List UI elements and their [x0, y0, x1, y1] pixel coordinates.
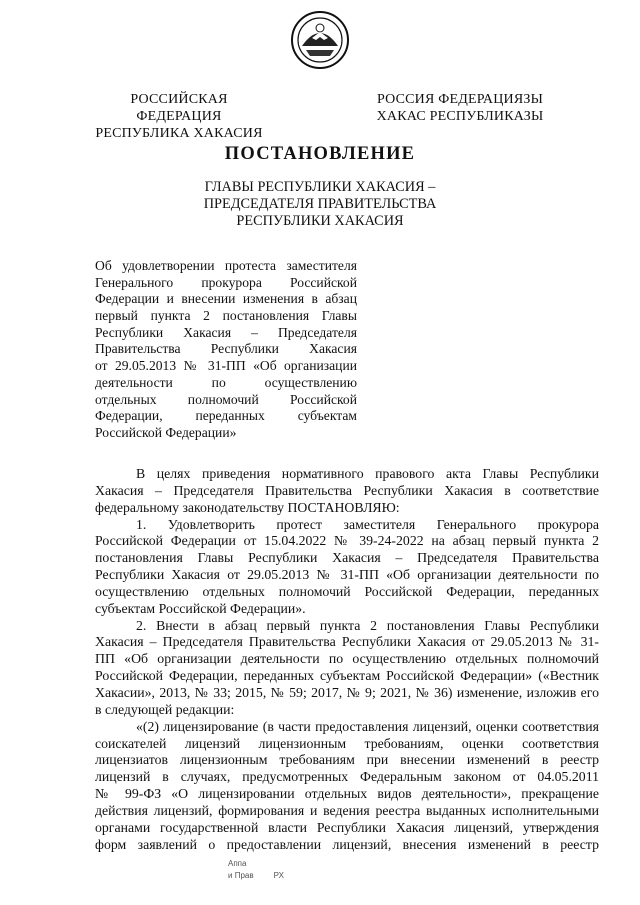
header-left-line-1: РОССИЙСКАЯ ФЕДЕРАЦИЯ	[130, 92, 228, 124]
subtitle-line-1: ГЛАВЫ РЕСПУБЛИКИ ХАКАСИЯ –	[204, 179, 436, 195]
body-line: Российской Федерации, переданных субъектам Российской Федерации» («Вестник	[95, 668, 599, 684]
subject-line: первый пункта 2 постановления Главы	[95, 308, 357, 324]
body-line: в следующей редакции:	[95, 701, 235, 717]
stamp-line-2b: РХ	[273, 871, 284, 880]
body-line: Хакасия – Председателя Правительства Республики Хакасия в соответствие	[95, 482, 599, 498]
body-line: субъектам Российской Федерации».	[95, 600, 306, 616]
subtitle-line-3: РЕСПУБЛИКИ ХАКАСИЯ	[236, 213, 404, 229]
body-line: лицензий в случаях, предусмотренных Федеральным законом от 04.05.2011	[95, 769, 599, 785]
stamp-line-2a: и Прав	[228, 871, 254, 880]
body-line: постановления Главы Республики Хакасия – Председателя Правительства	[95, 550, 599, 566]
header-right-block	[370, 91, 550, 125]
body-line: «(2) лицензирование (в части предоставления лицензий, оценки соответствия	[136, 718, 599, 734]
body-line: № 99-ФЗ «О лицензировании отдельных видов деятельности», прекращение	[95, 786, 599, 802]
header-right-line-2: ХАКАС РЕСПУБЛИКАЗЫ	[376, 109, 544, 124]
subject-line: деятельности по осуществлению	[95, 374, 357, 390]
subject-line: Российской Федерации»	[95, 424, 237, 440]
body-line: форм заявлений о предоставлении лицензий, внесения изменений в реестр	[95, 836, 599, 852]
subject-heading	[95, 258, 357, 442]
body-line: ПП «Об организации деятельности по осуществлению отдельных полномочий	[95, 651, 599, 667]
subject-line: Федерации и внесении изменения в абзац	[95, 291, 357, 307]
body-line: действия лицензий, формирования и ведения реестра выданных исполнительными	[95, 802, 599, 818]
body-line: В целях приведения нормативного правового акта Главы Республики	[136, 466, 599, 481]
subject-line: Правительства Республики Хакасия	[95, 341, 357, 357]
subject-line: Генерального прокурора Российской	[95, 274, 357, 290]
office-stamp	[228, 858, 284, 882]
subject-line: отдельных полномочий Российской	[95, 391, 357, 407]
body-line: соискателей лицензий лицензионным требованиям, оценки соответствия	[95, 735, 599, 751]
subject-line: Республики Хакасия – Председателя	[95, 324, 357, 340]
body-line: Хакасии», 2013, № 33; 2015, № 59; 2017, № 9; 2021, № 36) изменение, изложив его	[95, 684, 599, 700]
subject-line: от 29.05.2013 № 31-ПП «Об организации	[95, 358, 357, 374]
subject-line: Федерации, переданных субъектам	[95, 408, 357, 424]
body-line: органами государственной власти Республики Хакасия лицензий, утверждения	[95, 819, 599, 835]
stamp-line-1: Аппа	[228, 859, 247, 868]
body-line: Республики Хакасия от 29.05.2013 № 31-ПП «Об организации деятельности по	[95, 567, 599, 583]
header-left-block	[88, 91, 270, 142]
body-line: Хакасия – Председателя Правительства Республики Хакасия от 29.05.2013 № 31-	[95, 634, 599, 650]
document-title: ПОСТАНОВЛЕНИЕ	[224, 144, 416, 164]
subtitle-line-2: ПРЕДСЕДАТЕЛЯ ПРАВИТЕЛЬСТВА	[203, 196, 437, 212]
coat-of-arms-emblem	[290, 10, 350, 70]
subject-line: Об удовлетворении протеста заместителя	[95, 258, 357, 273]
body-line: 1. Удовлетворить протест заместителя Генерального прокурора	[136, 516, 599, 532]
body-line: осуществлению отдельных полномочий Российской Федерации, переданных	[95, 583, 599, 599]
body-line: федеральному законодательству ПОСТАНОВЛЯЮ:	[95, 499, 400, 515]
body-line: лицензиатов лицензионным требованиям при внесении изменений в реестр	[95, 752, 599, 768]
body-line: Российской Федерации от 15.04.2022 № 39-24-2022 на абзац первый пункта 2	[95, 533, 599, 549]
header-right-line-1: РОССИЯ ФЕДЕРАЦИЯЗЫ	[376, 92, 544, 107]
document-body	[95, 466, 599, 853]
body-line: 2. Внести в абзац первый пункта 2 постановления Главы Республики	[136, 617, 599, 633]
document-subtitle	[0, 179, 640, 230]
header-left-line-2: РЕСПУБЛИКА ХАКАСИЯ	[95, 126, 263, 141]
stamp-line-2	[228, 870, 284, 882]
